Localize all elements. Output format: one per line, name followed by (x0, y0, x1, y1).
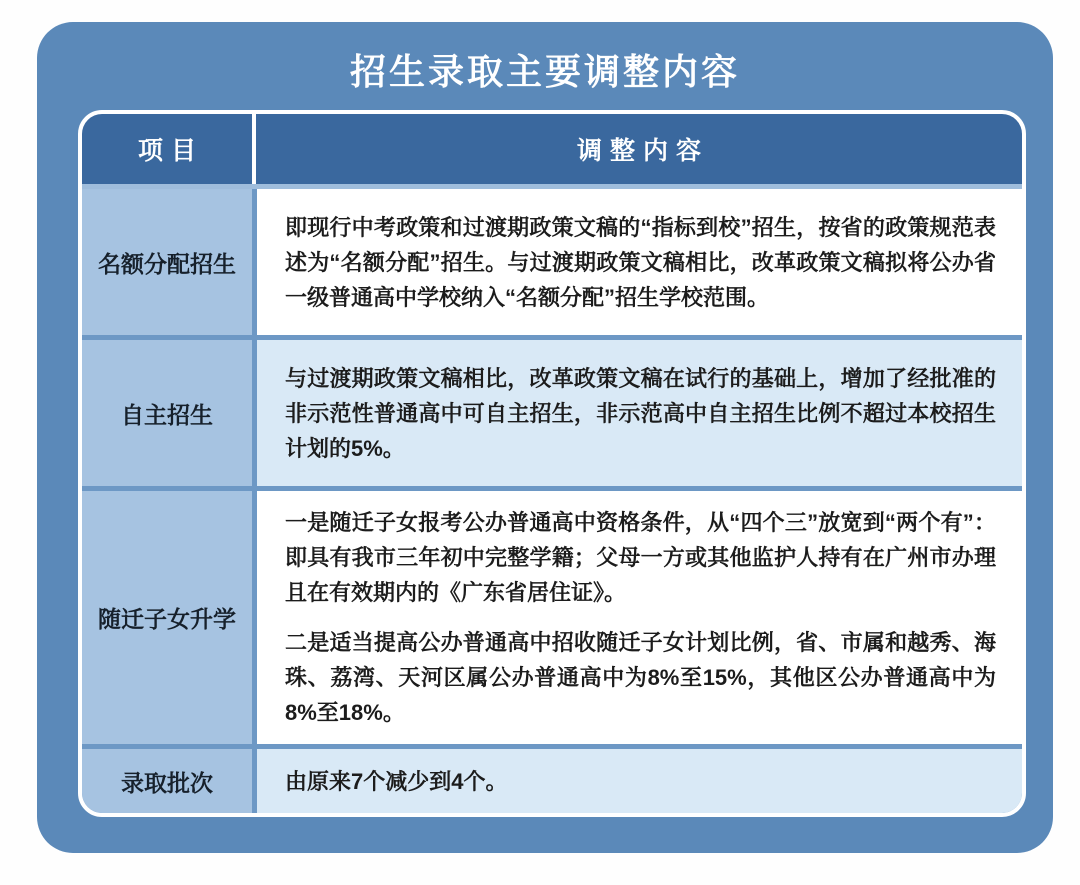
policy-table (78, 110, 1026, 817)
table-row-quota-allocation (82, 189, 1022, 335)
paragraph: 与过渡期政策文稿相比，改革政策文稿在试行的基础上，增加了经批准的非示范性普通高中可自主招生，非示范高中自主招生比例不超过本校招生计划的5%。 (285, 365, 996, 461)
header-cell-item: 项目 (82, 114, 252, 184)
table-row-independent-enrollment (82, 340, 1022, 486)
row-content (257, 749, 1022, 813)
table-header (82, 114, 1022, 184)
row-label: 名额分配招生 (82, 189, 252, 335)
row-label: 自主招生 (82, 340, 252, 486)
row-label: 录取批次 (82, 749, 252, 813)
paragraph: 由原来7个减少到4个。 (285, 768, 508, 794)
header-cell-content: 调整内容 (256, 114, 1022, 184)
paragraph: 二是适当提高公办普通高中招收随迁子女计划比例，省、市属和越秀、海珠、荔湾、天河区属公办普通高中为8%至15%，其他区公办普通高中为8%至18%。 (285, 630, 996, 725)
row-label: 随迁子女升学 (82, 491, 252, 744)
row-content (257, 491, 1022, 744)
table-row-migrant-children (82, 491, 1022, 744)
paragraph: 一是随迁子女报考公办普通高中资格条件，从“四个三”放宽到“两个有”：即具有我市三年初中完整学籍；父母一方或其他监护人持有在广州市办理且在有效期内的《广东省居住证》。 (285, 510, 996, 605)
table-row-admission-batches (82, 749, 1022, 813)
table-body (82, 184, 1022, 813)
paragraph: 即现行中考政策和过渡期政策文稿的“指标到校”招生，按省的政策规范表述为“名额分配”招生。与过渡期政策文稿相比，改革政策文稿拟将公办省一级普通高中学校纳入“名额分配”招生学校范围。 (285, 214, 996, 310)
row-content (257, 340, 1022, 486)
row-content (257, 189, 1022, 335)
page-title: 招生录取主要调整内容 (349, 51, 740, 92)
info-card (37, 22, 1053, 853)
